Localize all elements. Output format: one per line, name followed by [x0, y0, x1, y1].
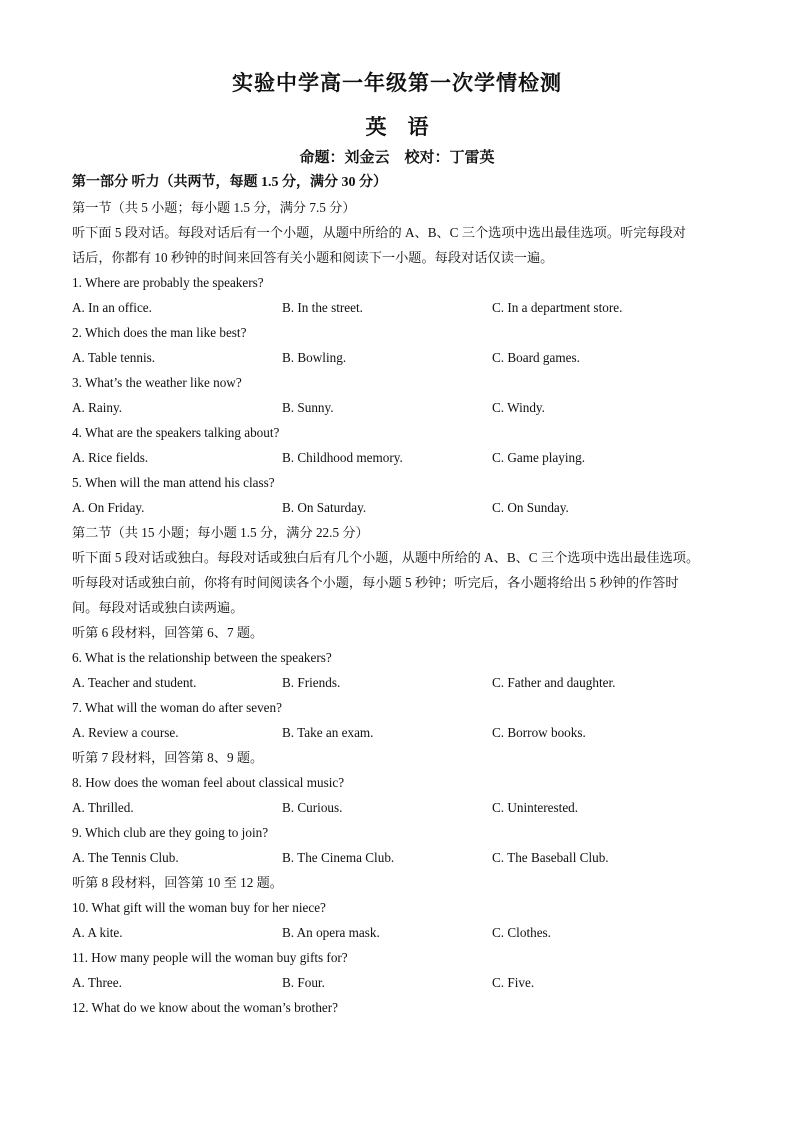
option-c: C. On Sunday.	[492, 500, 569, 515]
option-c: C. Board games.	[492, 350, 580, 365]
question-8: 8. How does the woman feel about classical music?	[72, 775, 345, 790]
option-b: B. Childhood memory.	[282, 450, 403, 465]
exam-content	[72, 170, 722, 1020]
option-c: C. Windy.	[492, 400, 545, 415]
section1-heading: 第一节（共 5 小题；每小题 1.5 分，满分 7.5 分）	[72, 200, 356, 215]
section1-instructions-1: 听下面 5 段对话。每段对话后有一个小题，从题中所给的 A、B、C 三个选项中选出最佳选项。听完每段对	[72, 225, 686, 240]
option-c: C. Uninterested.	[492, 800, 579, 815]
option-b: B. Four.	[282, 975, 325, 990]
option-c: C. Father and daughter.	[492, 675, 616, 690]
option-b: B. Bowling.	[282, 350, 347, 365]
option-a: A. Rice fields.	[72, 450, 149, 465]
option-a: A. Table tennis.	[72, 350, 156, 365]
part1-heading: 第一部分 听力（共两节，每题 1.5 分，满分 30 分）	[72, 175, 387, 190]
question-12: 12. What do we know about the woman’s brother?	[72, 1000, 339, 1015]
question-9: 9. Which club are they going to join?	[72, 825, 269, 840]
question-10: 10. What gift will the woman buy for her niece?	[72, 900, 326, 915]
options-9	[72, 845, 722, 870]
question-6: 6. What is the relationship between the speakers?	[72, 650, 332, 665]
option-b: B. The Cinema Club.	[282, 850, 395, 865]
options-2	[72, 345, 722, 370]
option-a: A. A kite.	[72, 925, 123, 940]
section2-heading: 第二节（共 15 小题；每小题 1.5 分，满分 22.5 分）	[72, 525, 369, 540]
option-c: C. The Baseball Club.	[492, 850, 609, 865]
option-c: C. In a department store.	[492, 300, 623, 315]
option-a: A. Rainy.	[72, 400, 123, 415]
section2-instructions-3: 间。每段对话或独白读两遍。	[72, 600, 244, 615]
options-10	[72, 920, 722, 945]
section2-instructions-2: 听每段对话或独白前，你将有时间阅读各个小题，每小题 5 秒钟；听完后，各小题将给出 5 秒钟的作答时	[72, 575, 679, 590]
material-8-note: 听第 8 段材料，回答第 10 至 12 题。	[72, 875, 283, 890]
option-a: A. Review a course.	[72, 725, 179, 740]
option-a: A. On Friday.	[72, 500, 145, 515]
options-8	[72, 795, 722, 820]
options-5	[72, 495, 722, 520]
subject-title: 英 语	[365, 115, 429, 139]
option-a: A. In an office.	[72, 300, 152, 315]
question-1: 1. Where are probably the speakers?	[72, 275, 264, 290]
option-b: B. Sunny.	[282, 400, 334, 415]
question-11: 11. How many people will the woman buy gifts for?	[72, 950, 348, 965]
option-a: A. The Tennis Club.	[72, 850, 179, 865]
option-b: B. On Saturday.	[282, 500, 367, 515]
options-7	[72, 720, 722, 745]
author-line: 命题：刘金云 校对：丁雷英	[299, 150, 495, 166]
material-7-note: 听第 7 段材料，回答第 8、9 题。	[72, 750, 264, 765]
option-b: B. In the street.	[282, 300, 363, 315]
question-7: 7. What will the woman do after seven?	[72, 700, 282, 715]
option-b: B. Take an exam.	[282, 725, 374, 740]
section2-instructions-1: 听下面 5 段对话或独白。每段对话或独白后有几个小题，从题中所给的 A、B、C 三个选项中选出最佳选项。	[72, 550, 700, 565]
question-5: 5. When will the man attend his class?	[72, 475, 275, 490]
options-1	[72, 295, 722, 320]
options-4	[72, 445, 722, 470]
material-6-note: 听第 6 段材料，回答第 6、7 题。	[72, 625, 264, 640]
option-b: B. Curious.	[282, 800, 343, 815]
option-a: A. Teacher and student.	[72, 675, 197, 690]
option-c: C. Game playing.	[492, 450, 586, 465]
option-b: B. Friends.	[282, 675, 341, 690]
question-4: 4. What are the speakers talking about?	[72, 425, 280, 440]
option-c: C. Clothes.	[492, 925, 551, 940]
options-3	[72, 395, 722, 420]
options-11	[72, 970, 722, 995]
options-6	[72, 670, 722, 695]
option-a: A. Three.	[72, 975, 122, 990]
exam-title: 实验中学高一年级第一次学情检测	[232, 71, 562, 95]
option-b: B. An opera mask.	[282, 925, 380, 940]
question-3: 3. What’s the weather like now?	[72, 375, 242, 390]
section1-instructions-2: 话后，你都有 10 秒钟的时间来回答有关小题和阅读下一小题。每段对话仅读一遍。	[72, 250, 554, 265]
option-c: C. Five.	[492, 975, 535, 990]
question-2: 2. Which does the man like best?	[72, 325, 247, 340]
option-c: C. Borrow books.	[492, 725, 586, 740]
option-a: A. Thrilled.	[72, 800, 134, 815]
